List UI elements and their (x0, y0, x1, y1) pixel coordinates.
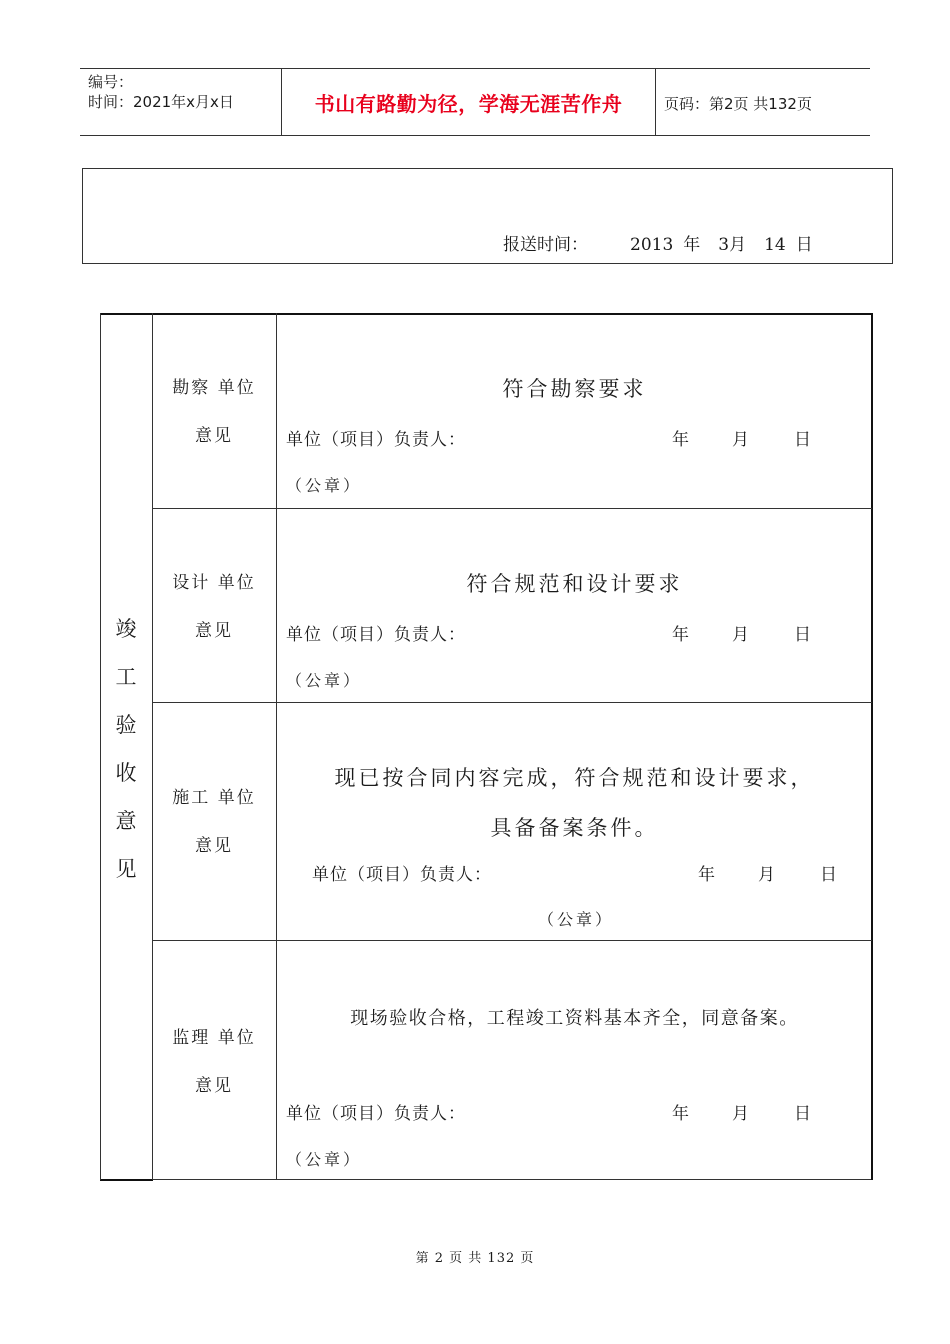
header-bottom-rule (80, 135, 870, 136)
responsible-label: 单位（项目）负责人： (312, 865, 492, 885)
opinion-construction-line1: 现已按合同内容完成，符合规范和设计要求， (334, 766, 815, 790)
report-year-unit: 年 (683, 235, 701, 255)
vertical-title-char: 验 (115, 713, 137, 737)
stamp-label: （公章） (286, 476, 363, 495)
row-label-survey (152, 364, 276, 460)
row-label-line2: 意见 (195, 621, 233, 641)
row-label-line1: 监理 单位 (172, 1028, 256, 1048)
report-month: 3月 (718, 235, 747, 255)
row-label-line1: 设计 单位 (172, 573, 256, 593)
report-day: 14 (764, 235, 786, 255)
opinion-design: 符合规范和设计要求 (466, 572, 683, 596)
report-day-unit: 日 (795, 235, 813, 255)
row-label-supervision (152, 1014, 276, 1110)
header-time-label: 时间：2021年x月x日 (88, 93, 234, 111)
row-label-line2: 意见 (195, 836, 233, 856)
date-year: 年 (672, 430, 689, 450)
responsible-label: 单位（项目）负责人： (286, 430, 466, 450)
date-month: 月 (732, 1104, 749, 1124)
row-divider-2 (152, 702, 872, 703)
row-label-line1: 施工 单位 (172, 788, 256, 808)
date-day: 日 (794, 625, 811, 645)
vertical-title-char: 竣 (115, 617, 137, 641)
row-label-line2: 意见 (195, 1076, 233, 1096)
table-top-border (100, 313, 873, 315)
stamp-label: （公章） (538, 910, 615, 929)
row-divider-1 (152, 508, 872, 509)
header-motto: 书山有路勤为径，学海无涯苦作舟 (314, 92, 623, 116)
row-label-construction (152, 774, 276, 870)
date-day: 日 (820, 865, 837, 885)
stamp-label: （公章） (286, 671, 363, 690)
date-month: 月 (732, 625, 749, 645)
date-year: 年 (672, 1104, 689, 1124)
date-day: 日 (794, 430, 811, 450)
opinion-construction-line2: 具备备案条件。 (490, 816, 659, 840)
header-divider-right (655, 68, 656, 136)
header-top-rule (80, 68, 870, 69)
table-right-border (871, 313, 873, 1180)
table-col-divider-2 (276, 313, 277, 1180)
page-footer: 第 2 页 共 132 页 (415, 1251, 535, 1266)
date-month: 月 (758, 865, 775, 885)
row-label-line2: 意见 (195, 426, 233, 446)
report-time (503, 230, 813, 255)
date-day: 日 (794, 1104, 811, 1124)
report-year: 2013 (630, 235, 674, 255)
vertical-title-char: 意 (115, 809, 137, 833)
date-month: 月 (732, 430, 749, 450)
report-time-label: 报送时间： (503, 235, 588, 255)
opinion-survey: 符合勘察要求 (502, 377, 647, 401)
header-page-info: 页码：第2页 共132页 (664, 95, 812, 113)
responsible-label: 单位（项目）负责人： (286, 1104, 466, 1124)
date-year: 年 (672, 625, 689, 645)
row-divider-3 (152, 940, 872, 941)
stamp-label: （公章） (286, 1150, 363, 1169)
table-bottom-border-left (100, 1179, 153, 1181)
vertical-title (100, 605, 152, 893)
table-bottom-border (152, 1179, 873, 1180)
vertical-title-char: 见 (115, 857, 137, 881)
vertical-title-char: 收 (115, 761, 137, 785)
row-label-line1: 勘察 单位 (172, 378, 256, 398)
responsible-label: 单位（项目）负责人： (286, 625, 466, 645)
vertical-title-char: 工 (115, 665, 137, 689)
opinion-supervision: 现场验收合格，工程竣工资料基本齐全，同意备案。 (350, 1008, 799, 1029)
date-year: 年 (698, 865, 715, 885)
row-label-design (152, 559, 276, 655)
header-number-label: 编号： (88, 73, 134, 91)
